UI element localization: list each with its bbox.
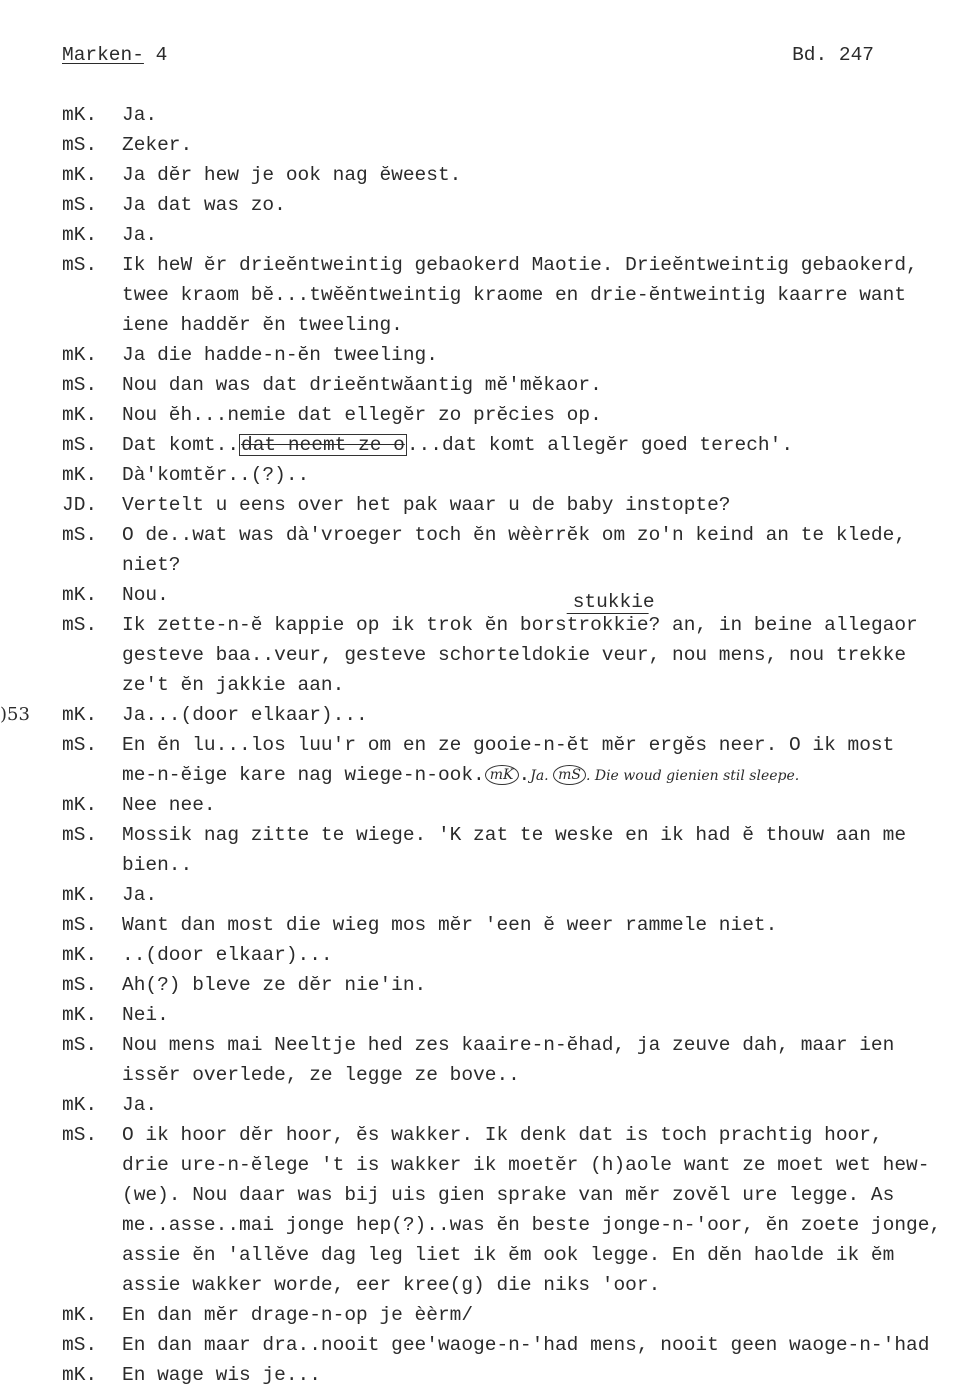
utterance-text xyxy=(122,850,192,880)
utterance-text xyxy=(122,1120,883,1150)
utterance-text xyxy=(122,460,309,490)
text-segment: Ja. xyxy=(122,224,158,246)
speaker-label: mK. xyxy=(62,584,98,606)
speaker-label: mK. xyxy=(62,164,98,186)
speaker-label: mK. xyxy=(62,404,98,426)
utterance-text xyxy=(122,430,793,460)
text-segment: En wage wis je... xyxy=(122,1364,321,1386)
text-segment: Ik heW ĕr drieĕntweintig gebaokerd Maotie. Drieĕntweintig gebaokerd, xyxy=(122,254,918,276)
transcript-line xyxy=(0,520,973,550)
speaker-label: mK. xyxy=(62,1004,98,1026)
text-segment: (we). Nou daar was bij uis gien sprake van mĕr zovĕl ure legge. As xyxy=(122,1184,895,1206)
text-segment: assie wakker worde, eer kree(g) die niks 'oor. xyxy=(122,1274,661,1296)
transcript-line xyxy=(0,310,973,340)
utterance-text xyxy=(122,370,602,400)
transcript-line xyxy=(0,970,973,1000)
transcript-line xyxy=(0,700,973,730)
document-part-number: 4 xyxy=(155,44,168,66)
utterance-text xyxy=(122,400,602,430)
document-title: Marken- xyxy=(62,44,144,66)
utterance-text xyxy=(122,490,731,520)
circled-speaker-mark: mK xyxy=(485,765,519,785)
text-segment: Want dan most die wieg mos mĕr 'een ĕ weer rammele niet. xyxy=(122,914,778,936)
utterance-text xyxy=(122,1180,894,1210)
text-segment: Ja. xyxy=(122,884,158,906)
boxed-crossed-out-text: dat neemt ze o xyxy=(241,434,405,456)
text-segment: Nou mens mai Neeltje hed zes kaaire-n-ĕhad, ja zeuve dah, maar ien xyxy=(122,1034,895,1056)
utterance-text xyxy=(122,1090,157,1120)
transcript-line xyxy=(0,640,973,670)
speaker-label: mK. xyxy=(62,464,98,486)
text-segment: En ĕn lu...los luu'r om en ze gooie-n-ĕt mĕr ergĕs neer. O ik most xyxy=(122,734,895,756)
transcript-line xyxy=(0,490,973,520)
speaker-label: mK. xyxy=(62,1304,98,1326)
transcript-line xyxy=(0,1090,973,1120)
speaker-label: mS. xyxy=(62,434,98,456)
handwritten-note: . Die woud gienien stil sleepe. xyxy=(585,768,800,784)
text-segment: Nou dan was dat drieĕntwăantig mĕ'mĕkaor. xyxy=(122,374,602,396)
transcript-line xyxy=(0,1360,973,1390)
text-segment: Mossik nag zitte te wiege. 'K zat te weske en ik had ĕ thouw aan me xyxy=(122,824,907,846)
text-segment: Ja dat was zo. xyxy=(122,194,286,216)
transcript-line xyxy=(0,940,973,970)
utterance-text xyxy=(122,220,157,250)
utterance-text xyxy=(122,790,216,820)
transcript-line xyxy=(0,1330,973,1360)
speaker-label: mS. xyxy=(62,134,98,156)
text-segment: Dat komt.. xyxy=(122,434,240,456)
transcript-line xyxy=(0,460,973,490)
text-segment: Nou ĕh...nemie dat ellegĕr zo prĕcies op. xyxy=(122,404,602,426)
utterance-text xyxy=(122,1270,660,1300)
text-segment: Ik zette-n-ĕ kappie op ik trok ĕn bors xyxy=(122,614,567,636)
transcript-line xyxy=(0,160,973,190)
utterance-text xyxy=(122,190,286,220)
speaker-label: mK. xyxy=(62,704,98,726)
utterance-text xyxy=(122,1060,520,1090)
text-segment: Nou. xyxy=(122,584,169,606)
speaker-label: JD. xyxy=(62,494,98,516)
text-segment: Zeker. xyxy=(122,134,193,156)
text-segment: Ja. xyxy=(122,1094,158,1116)
utterance-text xyxy=(122,640,906,670)
utterance-text xyxy=(122,1240,894,1270)
utterance-text xyxy=(122,1330,929,1360)
text-segment: me..asse..mai jonge hep(?)..was ĕn beste jonge-n-'oor, ĕn zoete jonge, xyxy=(122,1214,942,1236)
text-segment: Ja dĕr hew je ook nag ĕweest. xyxy=(122,164,462,186)
transcript-line xyxy=(0,400,973,430)
transcript-line xyxy=(0,580,973,613)
utterance-text xyxy=(122,1300,473,1330)
speaker-label: mK. xyxy=(62,1094,98,1116)
utterance-text xyxy=(122,1000,169,1030)
margin-note: )53 xyxy=(0,704,30,725)
transcript-line xyxy=(0,730,973,760)
text-segment: gesteve baa..veur, gesteve schorteldokie veur, nou mens, nou trekke xyxy=(122,644,907,666)
utterance-text xyxy=(122,310,403,340)
utterance-text xyxy=(122,940,333,970)
text-segment: Ja die hadde-n-ĕn tweeling. xyxy=(122,344,438,366)
transcript-line xyxy=(0,1300,973,1330)
speaker-label: mK. xyxy=(62,884,98,906)
utterance-text xyxy=(122,280,906,310)
speaker-label: mS. xyxy=(62,374,98,396)
text-segment: ...dat komt allegĕr goed terech'. xyxy=(406,434,794,456)
text-segment: twee kraom bĕ...twĕĕntweintig kraome en drie-ĕntweintig kaarre want xyxy=(122,284,907,306)
transcript-line xyxy=(0,670,973,700)
text-segment: Dà'komtĕr..(?).. xyxy=(122,464,310,486)
utterance-text xyxy=(122,700,368,730)
utterance-text xyxy=(122,670,344,700)
text-segment: Vertelt u eens over het pak waar u de baby instopte? xyxy=(122,494,731,516)
text-segment: assie ĕn 'allĕve dag leg liet ik ĕm ook legge. En dĕn haolde ik ĕm xyxy=(122,1244,895,1266)
text-segment: Ja...(door elkaar)... xyxy=(122,704,368,726)
original-word: trokkie xyxy=(566,614,649,636)
transcript-line xyxy=(0,280,973,310)
transcript-line xyxy=(0,1030,973,1060)
utterance-text xyxy=(122,340,438,370)
transcript-line xyxy=(0,820,973,850)
speaker-label: mK. xyxy=(62,794,98,816)
speaker-label: mS. xyxy=(62,1124,98,1146)
speaker-label: mS. xyxy=(62,254,98,276)
transcript-line xyxy=(0,1120,973,1150)
corrected-word xyxy=(566,591,655,640)
document-heading xyxy=(62,40,167,70)
utterance-text xyxy=(122,550,181,580)
circled-speaker-mark: mS xyxy=(553,765,586,785)
transcript-line xyxy=(0,1000,973,1030)
page-reference: Bd. 247 xyxy=(792,44,874,66)
transcript-line xyxy=(0,1240,973,1270)
speaker-label: mS. xyxy=(62,914,98,936)
transcript-line xyxy=(0,100,973,130)
utterance-text xyxy=(122,730,894,760)
transcript-line xyxy=(0,850,973,880)
text-segment: bien.. xyxy=(122,854,193,876)
speaker-label: mS. xyxy=(62,1334,98,1356)
text-segment: me-n-ĕige kare nag wiege-n-ook. xyxy=(122,764,485,786)
speaker-label: mS. xyxy=(62,194,98,216)
speaker-label: mK. xyxy=(62,344,98,366)
correction-above: stukkie xyxy=(572,591,655,613)
text-segment: . xyxy=(518,764,531,786)
speaker-label: mS. xyxy=(62,524,98,546)
text-segment: ze't ĕn jakkie aan. xyxy=(122,674,345,696)
utterance-text xyxy=(122,970,426,1000)
transcript-line xyxy=(0,430,973,460)
text-segment: Nee nee. xyxy=(122,794,216,816)
text-segment: En dan maar dra..nooit gee'waoge-n-'had mens, nooit geen waoge-n-'had xyxy=(122,1334,930,1356)
transcript-line xyxy=(0,880,973,910)
speaker-label: mK. xyxy=(62,224,98,246)
speaker-label: mK. xyxy=(62,104,98,126)
transcript-line xyxy=(0,790,973,820)
transcript-line xyxy=(0,550,973,580)
text-segment: Ja. xyxy=(122,104,158,126)
text-segment: ? an, in beine allegaor xyxy=(648,614,918,636)
speaker-label: mS. xyxy=(62,974,98,996)
transcript-line xyxy=(0,1270,973,1300)
text-segment: ..(door elkaar)... xyxy=(122,944,333,966)
utterance-text xyxy=(122,580,169,610)
speaker-label: mS. xyxy=(62,824,98,846)
transcript-line xyxy=(0,1060,973,1090)
transcript-line xyxy=(0,190,973,220)
transcript-line xyxy=(0,1180,973,1210)
transcript-line xyxy=(0,370,973,400)
utterance-text xyxy=(122,910,777,940)
utterance-text xyxy=(122,100,157,130)
utterance-text xyxy=(122,880,157,910)
page-header xyxy=(62,40,874,70)
text-segment: niet? xyxy=(122,554,181,576)
utterance-text xyxy=(122,520,906,550)
utterance-text xyxy=(122,250,918,280)
transcript-line xyxy=(0,130,973,160)
utterance-text xyxy=(122,1360,321,1390)
speaker-label: mS. xyxy=(62,734,98,756)
speaker-label: mS. xyxy=(62,1034,98,1056)
transcript-line xyxy=(0,220,973,250)
transcript-line xyxy=(0,910,973,940)
text-segment: issĕr overlede, ze legge ze bove.. xyxy=(122,1064,520,1086)
utterance-text xyxy=(122,760,799,791)
text-segment: O ik hoor dĕr hoor, ĕs wakker. Ik denk dat is toch prachtig hoor, xyxy=(122,1124,883,1146)
utterance-text xyxy=(122,160,461,190)
speaker-label: mK. xyxy=(62,1364,98,1386)
speaker-label: mK. xyxy=(62,944,98,966)
transcript-line xyxy=(0,1150,973,1180)
text-segment: drie ure-n-ĕlege 't is wakker ik moetĕr (h)aole want ze moet wet hew- xyxy=(122,1154,930,1176)
transcript-body xyxy=(0,100,973,1390)
text-segment: O de..wat was dà'vroeger toch ĕn wèèrrĕk om zo'n keind an te klede, xyxy=(122,524,907,546)
text-segment: iene haddĕr ĕn tweeling. xyxy=(122,314,403,336)
utterance-text xyxy=(122,820,906,850)
speaker-label: mS. xyxy=(62,614,98,636)
transcript-line xyxy=(0,340,973,370)
text-segment: Ah(?) bleve ze dĕr nie'in. xyxy=(122,974,427,996)
transcript-line xyxy=(0,1210,973,1240)
utterance-text xyxy=(122,130,192,160)
transcript-line xyxy=(0,250,973,280)
text-segment: Nei. xyxy=(122,1004,169,1026)
transcript-line xyxy=(0,760,973,790)
utterance-text xyxy=(122,1150,929,1180)
handwritten-note: Ja. xyxy=(530,768,554,784)
text-segment: En dan mĕr drage-n-op je èèrm/ xyxy=(122,1304,474,1326)
utterance-text xyxy=(122,1030,894,1060)
utterance-text xyxy=(122,1210,941,1240)
